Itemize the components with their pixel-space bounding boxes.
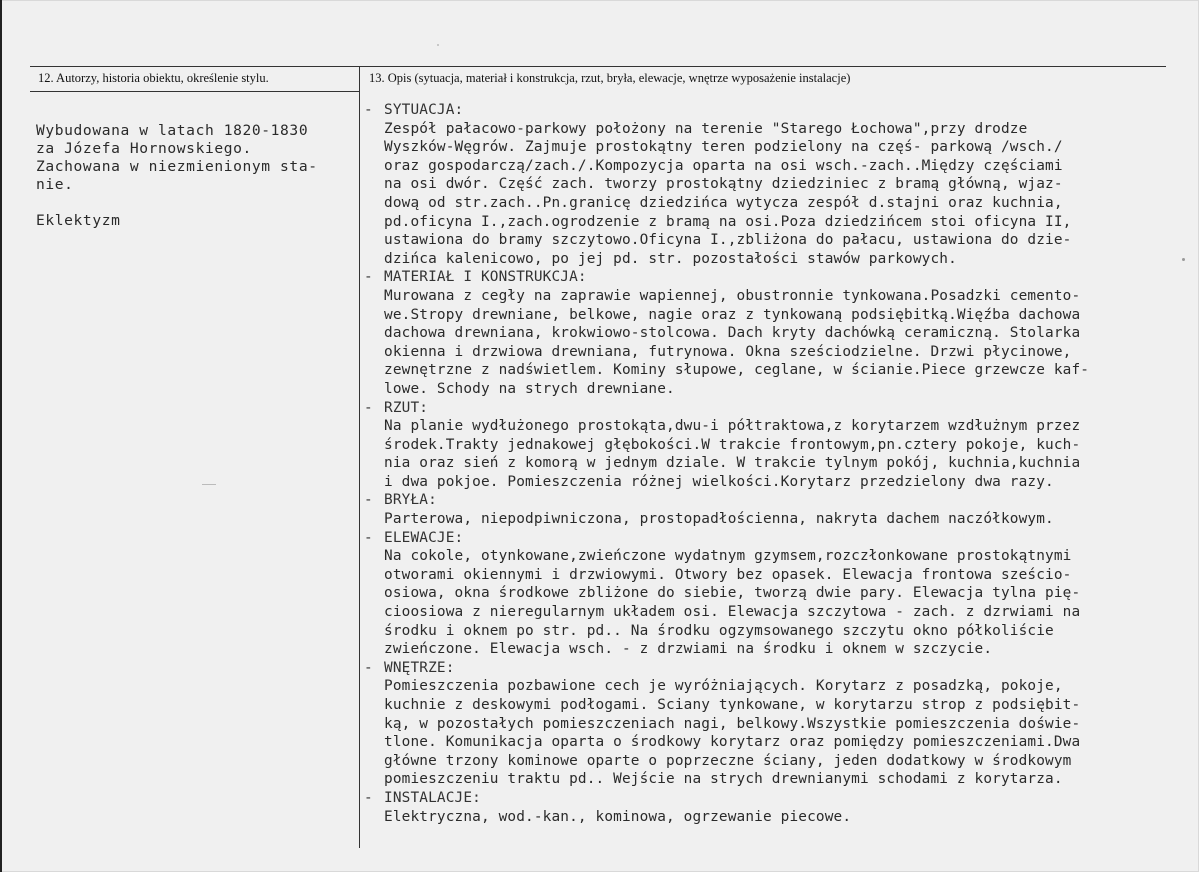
right-column-header: 13. Opis (sytuacja, materiał i konstrukcja, rzut, bryła, elewacje, wnętrze wyposażenie instalacje)	[369, 71, 851, 85]
bullet-dash: -	[364, 492, 373, 509]
section-text-line: pd.oficyna I.,zach.ogrodzenie z bramą na osi.Poza dziedzińcem stoi oficyna II,	[384, 213, 1072, 230]
section-text-line: środek.Trakty jednakowej głębokości.W trakcie frontowym,pn.cztery pokoje, kuch-	[384, 436, 1081, 453]
section-text-line: Na planie wydłużonego prostokąta,dwu-i półtraktowa,z korytarzem wzdłużnym przez	[384, 418, 1081, 435]
section-text-line: dachowa drewniana, krokwiowo-stolcowa. Dach kryty dachówką ceramiczną. Stolarka	[384, 325, 1081, 342]
history-style-column	[36, 122, 351, 230]
section-text-line: główne trzony kominowe oparte o poprzeczne ściany, jeden dodatkowy w środkowym	[384, 752, 1072, 769]
section-text-line: Na cokole, otynkowane,zwieńczone wydatnym gzymsem,rozczłonkowane prostokątnymi	[384, 548, 1072, 565]
section-text-line: nia oraz sień z komorą w jednym dziale. W trakcie tylnym pokój, kuchnia,kuchnia	[384, 455, 1081, 472]
section-title	[364, 789, 1194, 808]
section-text-line: ustawiona do bramy szczytowo.Oficyna I.,zbliżona do pałacu, ustawiona do dzie-	[384, 232, 1072, 249]
style-label: Eklektyzm	[36, 212, 121, 229]
section-title-text: BRYŁA:	[384, 492, 437, 509]
speck	[437, 44, 439, 46]
bullet-dash: -	[364, 399, 373, 416]
history-line: Wybudowana w latach 1820-1830	[36, 122, 309, 139]
column-divider	[359, 66, 360, 848]
bullet-dash: -	[364, 789, 373, 806]
section-text-line: zewnętrzne z nadświetlem. Kominy słupowe, ceglane, w ścianie.Piece grzewcze kaf-	[384, 362, 1090, 379]
section-title	[364, 659, 1194, 678]
section-text-line: pomieszczeniu traktu pd.. Wejście na strych drewnianymi schodami z korytarza.	[384, 771, 1063, 788]
section-title-text: SYTUACJA:	[384, 102, 464, 118]
section-text-line: kuchnie z deskowymi podłogami. Sciany tynkowane, w korytarzu strop z podsiębit-	[384, 697, 1081, 713]
section-text-line: Pomieszczenia pozbawione cech je wyróżniających. Korytarz z posadzką, pokoje,	[384, 678, 1063, 695]
section-text-line: dzińca kalenicowo, po jej pd. str. pozostałości stawów parkowych.	[384, 250, 957, 267]
description-section	[364, 399, 1194, 492]
description-section	[364, 529, 1194, 659]
section-text-line: otworami okiennymi i drzwiowymi. Otwory bez opasek. Elewacja frontowa sześcio-	[384, 566, 1072, 583]
section-text-line: na osi dwór. Część zach. tworzy prostokątny dziedziniec z bramą główną, wjaz-	[384, 176, 1063, 193]
section-title-text: WNĘTRZE:	[384, 659, 455, 676]
section-title-text: ELEWACJE:	[384, 529, 464, 546]
section-text-line: we.Stropy drewniane, belkowe, nagie oraz z tynkowaną podsiębitką.Więźba dachowa	[384, 306, 1081, 323]
description-section	[364, 268, 1194, 398]
section-title	[364, 399, 1194, 418]
section-text-line: Zespół pałacowo-parkowy położony na terenie "Starego Łochowa",przy drodze	[384, 120, 1028, 137]
section-title	[364, 491, 1194, 510]
section-text-line: Wyszków-Węgrów. Zajmuje prostokątny teren podzielony na częś- parkową /wsch./	[384, 139, 1063, 156]
section-title	[364, 268, 1194, 287]
section-text-line: cioosiowa z nieregularnym układem osi. Elewacja szczytowa - zach. z dzrwiami na	[384, 604, 1081, 621]
section-text-line: lowe. Schody na strych drewniane.	[384, 380, 675, 397]
description-section	[364, 659, 1194, 789]
section-title-text: MATERIAŁ I KONSTRUKCJA:	[384, 269, 587, 286]
bullet-dash: -	[364, 269, 373, 286]
section-text-line: i dwa pokjoe. Pomieszczenia różnej wielkości.Korytarz przedzielony dwa razy.	[384, 473, 1054, 490]
section-text-line: dową od str.zach..Pn.granicę dziedzińca wytycza zespół d.stajni oraz kuchnia,	[384, 194, 1063, 211]
section-text-line: Parterowa, niepodpiwniczona, prostopadłościenna, nakryta dachem naczółkowym.	[384, 511, 1054, 528]
description-column	[364, 101, 1194, 826]
top-rule	[30, 66, 1166, 67]
description-section	[364, 101, 1194, 268]
section-text-line: zwieńczone. Elewacja wsch. - z drzwiami na środku i oknem w szczycie.	[384, 641, 993, 658]
history-line: za Józefa Hornowskiego.	[36, 140, 252, 157]
section-text-line: ką, w pozostałych pomieszczeniach nagi, belkowy.Wszystkie pomieszczenia doświe-	[384, 715, 1081, 732]
stray-mark	[202, 484, 216, 485]
left-header-rule	[30, 91, 359, 92]
bullet-dash: -	[364, 102, 373, 118]
section-text-line: okienna i drzwiowa drewniana, futrynowa. Okna sześciodzielne. Drzwi płycinowe,	[384, 343, 1072, 360]
left-column-header: 12. Autorzy, historia obiektu, określenie stylu.	[38, 71, 269, 85]
section-title-text: RZUT:	[384, 399, 429, 416]
history-line: Zachowana w niezmienionym sta-	[36, 158, 318, 175]
description-section	[364, 789, 1194, 826]
bullet-dash: -	[364, 529, 373, 546]
bullet-dash: -	[364, 659, 373, 676]
description-section	[364, 491, 1194, 528]
section-text-line: osiowa, okna środkowe zbliżone do siebie, tworzą dwie pary. Elewacja tylna pię-	[384, 585, 1081, 602]
section-text-line: środku i oknem po str. pd.. Na środku ogzymsowanego szczytu okno półkoliście	[384, 622, 1054, 639]
section-title	[364, 529, 1194, 548]
section-title-text: INSTALACJE:	[384, 789, 481, 806]
section-title	[364, 101, 1194, 120]
history-line: nie.	[36, 176, 74, 193]
section-text-line: Elektryczna, wod.-kan., kominowa, ogrzewanie piecowe.	[384, 808, 852, 825]
section-text-line: oraz gospodarczą/zach./.Kompozycja oparta na osi wsch.-zach..Między częściami	[384, 157, 1063, 174]
section-text-line: Murowana z cegły na zaprawie wapiennej, obustronnie tynkowana.Posadzki cemento-	[384, 287, 1081, 304]
section-text-line: tlone. Komunikacja oparta o środkowy korytarz oraz pomiędzy pomieszczeniami.Dwa	[384, 734, 1081, 751]
